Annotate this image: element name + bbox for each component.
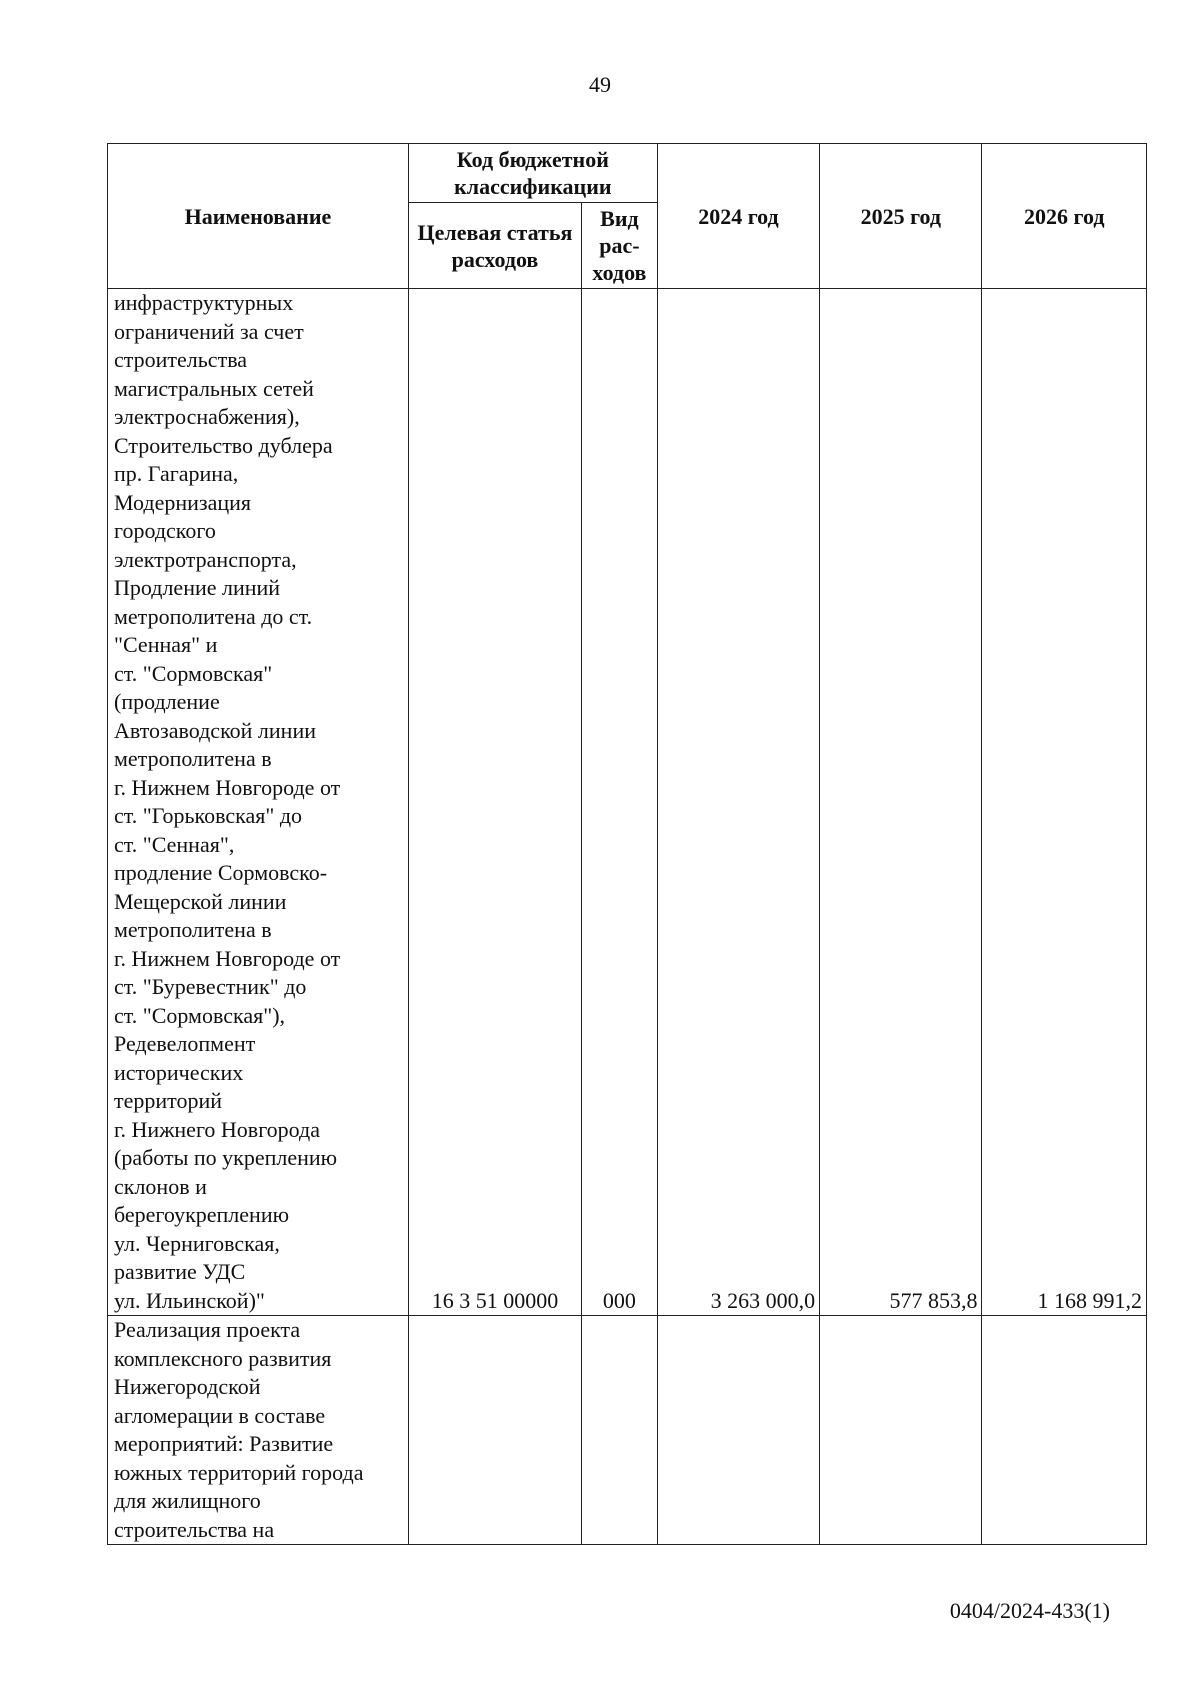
header-year-2025: 2025 год (820, 144, 982, 289)
header-year-2024: 2024 год (657, 144, 819, 289)
row-expense-type: 000 (582, 289, 658, 1316)
document-code: 0404/2024-433(1) (949, 1598, 1110, 1623)
row-target-article: 16 3 51 00000 (408, 289, 581, 1316)
header-budget-code-group: Код бюджетной классификации (408, 144, 657, 203)
row-year-2024 (657, 1316, 819, 1545)
budget-table (107, 143, 1147, 1545)
table-row (108, 1316, 1147, 1545)
header-target-article: Целевая статья расходов (408, 203, 581, 289)
row-year-2026: 1 168 991,2 (982, 289, 1147, 1316)
row-year-2025 (820, 1316, 982, 1545)
table-row (108, 289, 1147, 1316)
row-name: инфраструктурных ограничений за счет строительства магистральных сетей электроснабжения), Строительство дублера пр. Гагарина, Модернизация городского электротранспорта, Продление линий метрополитена до ст. "Сенная" и ст. "Сормовская" (продление Автозаводской линии метрополитена в г. Нижнем Новгороде от ст. "Горьковская" до ст. "Сенная", продление Сормовско- Мещерской линии метрополитена в г. Нижнем Новгороде от ст. "Буревестник" до ст. "Сормовская"), Редевелопмент исторических территорий г. Нижнего Новгорода (работы по укреплению склонов и берегоукреплению ул. Черниговская, развитие УДС ул. Ильинской)" (108, 289, 409, 1316)
row-year-2026 (982, 1316, 1147, 1545)
page-number: 49 (589, 72, 611, 97)
row-year-2024: 3 263 000,0 (657, 289, 819, 1316)
row-target-article (408, 1316, 581, 1545)
header-expense-type: Вид рас-ходов (582, 203, 658, 289)
header-name: Наименование (108, 144, 409, 289)
row-year-2025: 577 853,8 (820, 289, 982, 1316)
row-name: Реализация проекта комплексного развития Нижегородской агломерации в составе мероприятий: Развитие южных территорий города для жилищного строительства на (108, 1316, 409, 1545)
header-row-1 (108, 144, 1147, 203)
row-expense-type (582, 1316, 658, 1545)
header-year-2026: 2026 год (982, 144, 1147, 289)
